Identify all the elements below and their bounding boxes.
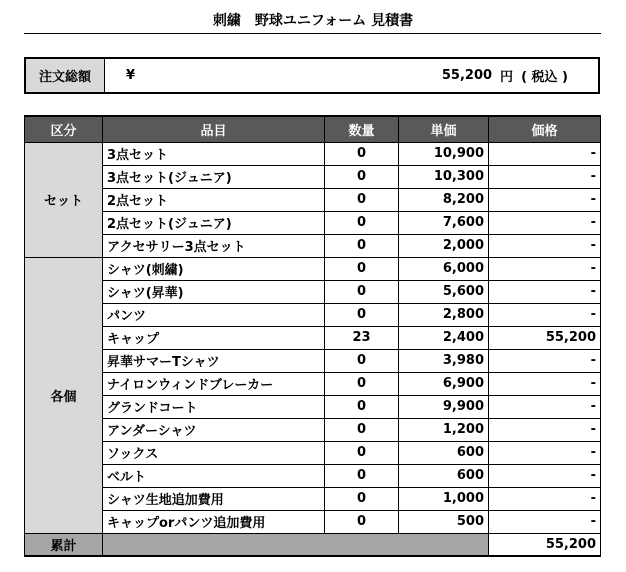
qty-cell: 0 xyxy=(325,165,399,188)
qty-cell: 0 xyxy=(325,211,399,234)
price-cell: - xyxy=(489,418,601,441)
table-row xyxy=(25,211,601,234)
item-name-cell: 2点セット xyxy=(103,188,325,211)
unit-price-cell: 9,900 xyxy=(399,395,489,418)
order-total-amount: 55,200 xyxy=(441,68,493,83)
price-cell: - xyxy=(489,280,601,303)
summary-label: 累計 xyxy=(25,533,103,556)
order-total-label: 注文総額 xyxy=(26,59,105,92)
title-underline xyxy=(24,33,601,34)
order-total-unit: 円 xyxy=(500,70,514,85)
item-name-cell: 3点セット xyxy=(103,142,325,165)
qty-cell: 0 xyxy=(325,510,399,533)
qty-cell: 0 xyxy=(325,257,399,280)
unit-price-cell: 3,980 xyxy=(399,349,489,372)
table-row xyxy=(25,303,601,326)
unit-price-cell: 7,600 xyxy=(399,211,489,234)
header-category: 区分 xyxy=(25,116,103,142)
table-header-row xyxy=(25,116,601,142)
yen-sign: ¥ xyxy=(125,68,135,83)
unit-price-cell: 6,000 xyxy=(399,257,489,280)
item-name-cell: キャップorパンツ追加費用 xyxy=(103,510,325,533)
order-total-value xyxy=(135,59,598,92)
summary-row xyxy=(25,533,601,556)
qty-cell: 0 xyxy=(325,487,399,510)
order-total-tax: ( 税込 ) xyxy=(521,70,568,85)
unit-price-cell: 2,400 xyxy=(399,326,489,349)
qty-cell: 0 xyxy=(325,395,399,418)
table-row xyxy=(25,418,601,441)
unit-price-cell: 2,000 xyxy=(399,234,489,257)
price-cell: - xyxy=(489,211,601,234)
item-name-cell: 3点セット(ジュニア) xyxy=(103,165,325,188)
item-name-cell: アンダーシャツ xyxy=(103,418,325,441)
item-name-cell: シャツ(刺繍) xyxy=(103,257,325,280)
price-cell: - xyxy=(489,165,601,188)
price-cell: - xyxy=(489,441,601,464)
table-row xyxy=(25,280,601,303)
unit-price-cell: 10,300 xyxy=(399,165,489,188)
price-cell: - xyxy=(489,349,601,372)
table-body xyxy=(25,142,601,533)
document-title: 刺繍 野球ユニフォーム 見積書 xyxy=(212,13,414,29)
item-name-cell: ナイロンウィンドブレーカー xyxy=(103,372,325,395)
table-row xyxy=(25,165,601,188)
price-cell: - xyxy=(489,372,601,395)
unit-price-cell: 8,200 xyxy=(399,188,489,211)
table-row xyxy=(25,441,601,464)
qty-cell: 0 xyxy=(325,142,399,165)
table-row xyxy=(25,372,601,395)
category-cell: セット xyxy=(25,142,103,257)
summary-value: 55,200 xyxy=(489,533,601,556)
price-cell: - xyxy=(489,464,601,487)
price-cell: - xyxy=(489,303,601,326)
table-row xyxy=(25,464,601,487)
unit-price-cell: 500 xyxy=(399,510,489,533)
price-cell: 55,200 xyxy=(489,326,601,349)
table-row xyxy=(25,234,601,257)
item-name-cell: アクセサリー3点セット xyxy=(103,234,325,257)
header-price: 価格 xyxy=(489,116,601,142)
item-name-cell: パンツ xyxy=(103,303,325,326)
price-cell: - xyxy=(489,257,601,280)
unit-price-cell: 6,900 xyxy=(399,372,489,395)
table-row xyxy=(25,487,601,510)
qty-cell: 0 xyxy=(325,418,399,441)
qty-cell: 23 xyxy=(325,326,399,349)
qty-cell: 0 xyxy=(325,234,399,257)
unit-price-cell: 10,900 xyxy=(399,142,489,165)
price-cell: - xyxy=(489,395,601,418)
qty-cell: 0 xyxy=(325,464,399,487)
summary-fill xyxy=(103,533,489,556)
unit-price-cell: 5,600 xyxy=(399,280,489,303)
item-name-cell: シャツ(昇華) xyxy=(103,280,325,303)
table-row xyxy=(25,142,601,165)
unit-price-cell: 600 xyxy=(399,441,489,464)
unit-price-cell: 1,200 xyxy=(399,418,489,441)
header-unit-price: 単価 xyxy=(399,116,489,142)
header-qty: 数量 xyxy=(325,116,399,142)
qty-cell: 0 xyxy=(325,372,399,395)
qty-cell: 0 xyxy=(325,188,399,211)
category-cell: 各個 xyxy=(25,257,103,533)
table-row xyxy=(25,188,601,211)
qty-cell: 0 xyxy=(325,349,399,372)
item-name-cell: シャツ生地追加費用 xyxy=(103,487,325,510)
item-name-cell: ベルト xyxy=(103,464,325,487)
item-name-cell: キャップ xyxy=(103,326,325,349)
unit-price-cell: 1,000 xyxy=(399,487,489,510)
table-row xyxy=(25,349,601,372)
price-cell: - xyxy=(489,234,601,257)
unit-price-cell: 2,800 xyxy=(399,303,489,326)
item-name-cell: ソックス xyxy=(103,441,325,464)
table-row xyxy=(25,510,601,533)
price-cell: - xyxy=(489,142,601,165)
header-item: 品目 xyxy=(103,116,325,142)
qty-cell: 0 xyxy=(325,280,399,303)
estimate-table xyxy=(24,115,601,557)
qty-cell: 0 xyxy=(325,441,399,464)
item-name-cell: 昇華サマーTシャツ xyxy=(103,349,325,372)
qty-cell: 0 xyxy=(325,303,399,326)
item-name-cell: グランドコート xyxy=(103,395,325,418)
table-row xyxy=(25,326,601,349)
price-cell: - xyxy=(489,188,601,211)
unit-price-cell: 600 xyxy=(399,464,489,487)
price-cell: - xyxy=(489,487,601,510)
order-total-box xyxy=(24,57,600,94)
table-row xyxy=(25,257,601,280)
table-row xyxy=(25,395,601,418)
price-cell: - xyxy=(489,510,601,533)
item-name-cell: 2点セット(ジュニア) xyxy=(103,211,325,234)
